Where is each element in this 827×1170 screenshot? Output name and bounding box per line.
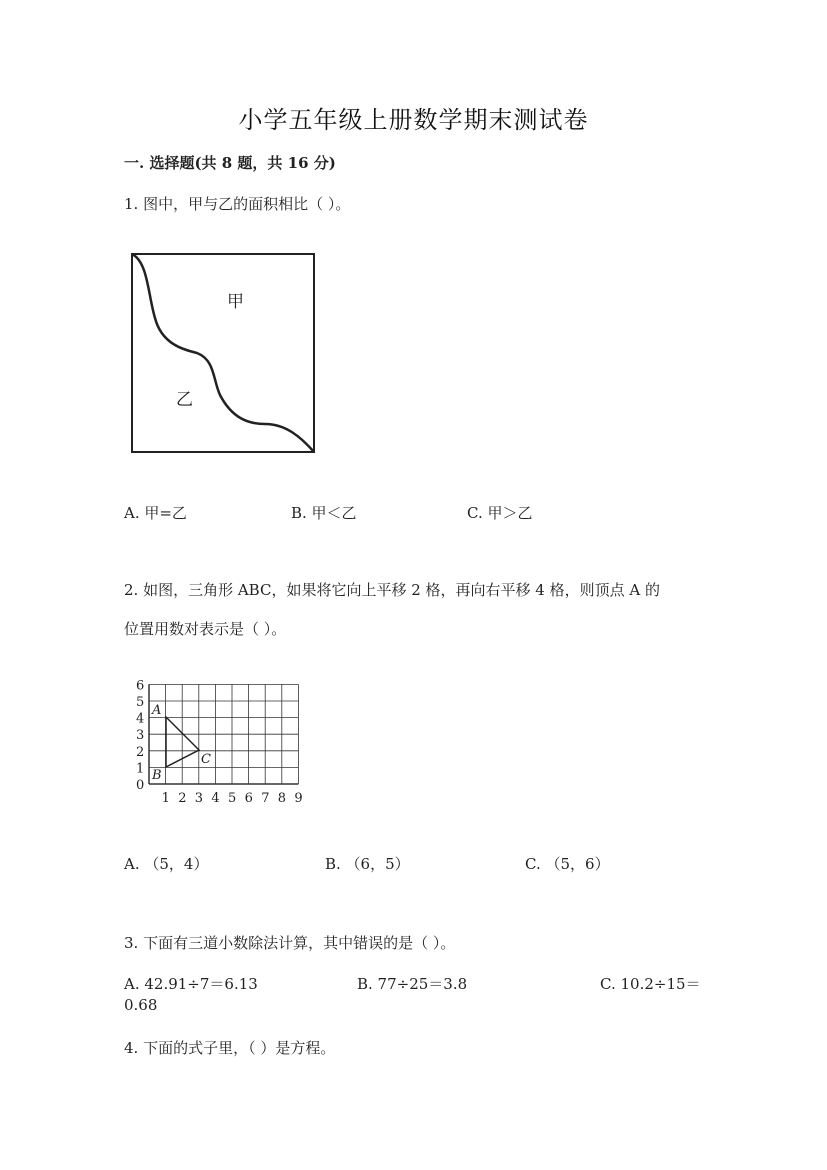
q1-option-b: B. 甲＜乙: [291, 504, 357, 522]
grid-x-tick-label: 5: [228, 791, 237, 806]
q1-option-c: C. 甲＞乙: [467, 504, 533, 522]
grid-x-tick-label: 4: [211, 791, 220, 806]
grid-y-tick-label: 6: [136, 678, 145, 694]
question-2-text-line2: 位置用数对表示是（ ）。: [124, 620, 287, 638]
grid-x-tick-label: 3: [194, 791, 204, 806]
grid-y-tick-label: 4: [136, 711, 145, 727]
grid-x-tick-label: 1: [161, 791, 170, 806]
q1-option-a: A. 甲=乙: [124, 504, 187, 522]
question-4-text: 4. 下面的式子里，（ ）是方程。: [124, 1039, 336, 1057]
point-label-b: B: [152, 768, 162, 783]
grid-y-tick-label: 1: [136, 761, 145, 777]
q3-option-a: A. 42.91÷7＝6.13: [124, 975, 258, 993]
grid-x-tick-label: 8: [277, 791, 287, 806]
q3-option-b: B. 77÷25＝3.8: [357, 975, 468, 993]
q2-option-a: A. （5，4）: [124, 855, 209, 873]
q1-label-yi: 乙: [176, 390, 193, 410]
question-2-text-line1: 2. 如图，三角形 ABC，如果将它向上平移 2 格，再向右平移 4 格，则顶点 A 的: [124, 581, 660, 599]
grid-y-tick-label: 0: [136, 778, 145, 793]
q1-label-jia: 甲: [227, 292, 244, 312]
grid-x-tick-label: 7: [261, 791, 270, 806]
grid-y-ticks: [136, 678, 144, 793]
point-label-c: C: [201, 752, 211, 767]
grid-x-tick-label: 2: [178, 791, 187, 806]
q3-option-c: C. 10.2÷15＝: [600, 975, 701, 993]
q2-option-c: C. （5，6）: [525, 855, 610, 873]
question-1-text: 1. 图中，甲与乙的面积相比（ ）。: [124, 195, 351, 213]
q2-option-b: B. （6，5）: [325, 855, 410, 873]
grid-lines: [149, 684, 298, 784]
question-3-text: 3. 下面有三道小数除法计算，其中错误的是（ ）。: [124, 934, 456, 952]
grid-y-tick-label: 5: [136, 695, 145, 710]
page-title: 小学五年级上册数学期末测试卷: [238, 106, 589, 134]
grid-x-tick-label: 6: [244, 791, 253, 806]
point-label-a: A: [152, 703, 162, 718]
grid-y-tick-label: 3: [136, 728, 145, 744]
grid-y-tick-label: 2: [136, 744, 145, 760]
section-heading: 一. 选择题(共 8 题，共 16 分): [124, 154, 336, 172]
grid-x-tick-label: 9: [294, 791, 303, 806]
q3-option-c-continued: 0.68: [124, 996, 158, 1014]
grid-x-ticks: [162, 791, 303, 806]
